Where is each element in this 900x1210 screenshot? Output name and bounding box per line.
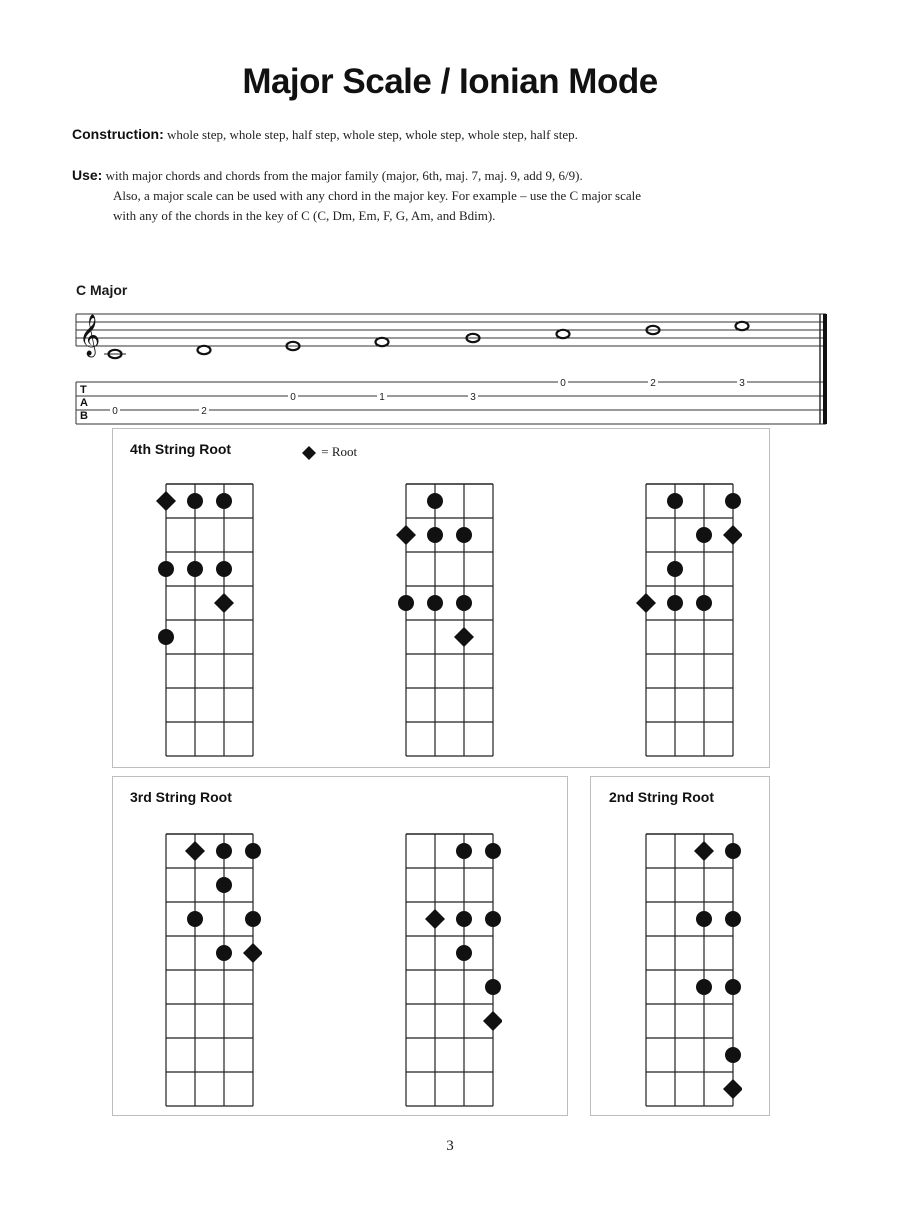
diamond-icon [300,445,318,461]
page-title: Major Scale / Ionian Mode [242,62,658,101]
final-barline [823,314,827,424]
fret-grid [646,834,733,1106]
scale-dot [456,595,472,611]
tab-clef-icon [80,384,88,422]
use-paragraph [72,165,832,226]
page-number: 3 [446,1138,454,1154]
fret-grid [166,834,253,1106]
scale-dot [187,561,203,577]
root-diamond [694,841,714,861]
use-line-2: Also, a major scale can be used with any chord in the major key. For example – use the C major scale [113,188,642,203]
scale-dot [245,911,261,927]
scale-dot [667,561,683,577]
scale-dot [427,527,443,543]
fretboard-diagram [152,480,262,760]
scale-dot [187,493,203,509]
root-legend [300,444,357,461]
legend-text: = Root [321,444,358,459]
scale-dot [696,911,712,927]
tab-fret-number: 0 [112,406,118,417]
use-label: Use: [72,167,103,183]
whole-note [198,346,211,354]
scale-dot [485,979,501,995]
scale-dot [187,911,203,927]
scale-dot [725,843,741,859]
scale-dot [725,493,741,509]
scale-dot [427,493,443,509]
root-diamond [483,1011,502,1031]
panel-title-4th-string: 4th String Root [130,441,232,457]
tab-fret-number: 1 [379,392,385,403]
use-line-3: with any of the chords in the key of C (C, Dm, Em, F, G, Am, and Bdim). [113,208,496,223]
scale-dot [485,911,501,927]
root-diamond [425,909,445,929]
notation-staff [0,300,900,425]
tab-fret-number: 3 [470,392,476,403]
scale-dot [725,979,741,995]
svg-text:A: A [80,397,88,409]
construction-text: whole step, whole step, half step, whole step, whole step, whole step, half step. [167,127,578,142]
svg-text:T: T [80,384,87,396]
fretboard-diagram [152,830,262,1110]
tab-fret-number: 2 [650,378,656,389]
fret-grid [646,484,733,756]
panel-title-3rd-string: 3rd String Root [130,789,232,805]
tab-fret-number: 0 [290,392,296,403]
scale-dot [696,979,712,995]
scale-dot [216,877,232,893]
root-diamond [454,627,474,647]
fret-grid [166,484,253,756]
scale-dot [485,843,501,859]
scale-dot [216,561,232,577]
whole-note [376,338,389,346]
scale-label: C Major [76,282,128,298]
scale-dot [427,595,443,611]
scale-dot [456,527,472,543]
root-diamond [723,525,742,545]
fretboard-diagram [632,830,742,1110]
root-diamond [214,593,234,613]
fretboard-diagram [632,480,742,760]
construction-label: Construction: [72,126,164,142]
whole-note [557,330,570,338]
root-diamond [243,943,262,963]
scale-dot [456,911,472,927]
root-diamond [156,491,176,511]
tab-fret-number: 0 [560,378,566,389]
root-diamond [723,1079,742,1099]
fret-grid [406,484,493,756]
fret-grid [406,834,493,1106]
root-diamond [396,525,416,545]
scale-dot [696,527,712,543]
scale-dot [398,595,414,611]
scale-dot [456,945,472,961]
whole-note [736,322,749,330]
use-line-1: with major chords and chords from the major family (major, 6th, maj. 7, maj. 9, add 9, 6/9). [105,168,583,183]
root-diamond [636,593,656,613]
scale-dot [667,493,683,509]
panel-title-2nd-string: 2nd String Root [609,789,714,805]
treble-clef-icon: 𝄞 [79,315,101,356]
scale-dot [158,629,174,645]
svg-text:B: B [80,410,88,422]
scale-dot [216,843,232,859]
scale-dot [667,595,683,611]
scale-dot [725,911,741,927]
scale-dot [216,945,232,961]
tab-fret-number: 3 [739,378,745,389]
scale-dot [725,1047,741,1063]
scale-dot [456,843,472,859]
fretboard-diagram [392,480,502,760]
scale-dot [696,595,712,611]
scale-dot [245,843,261,859]
scale-dot [158,561,174,577]
tab-fret-number: 2 [201,406,207,417]
construction-paragraph [72,124,578,145]
scale-dot [216,493,232,509]
fretboard-diagram [392,830,502,1110]
root-diamond [185,841,205,861]
